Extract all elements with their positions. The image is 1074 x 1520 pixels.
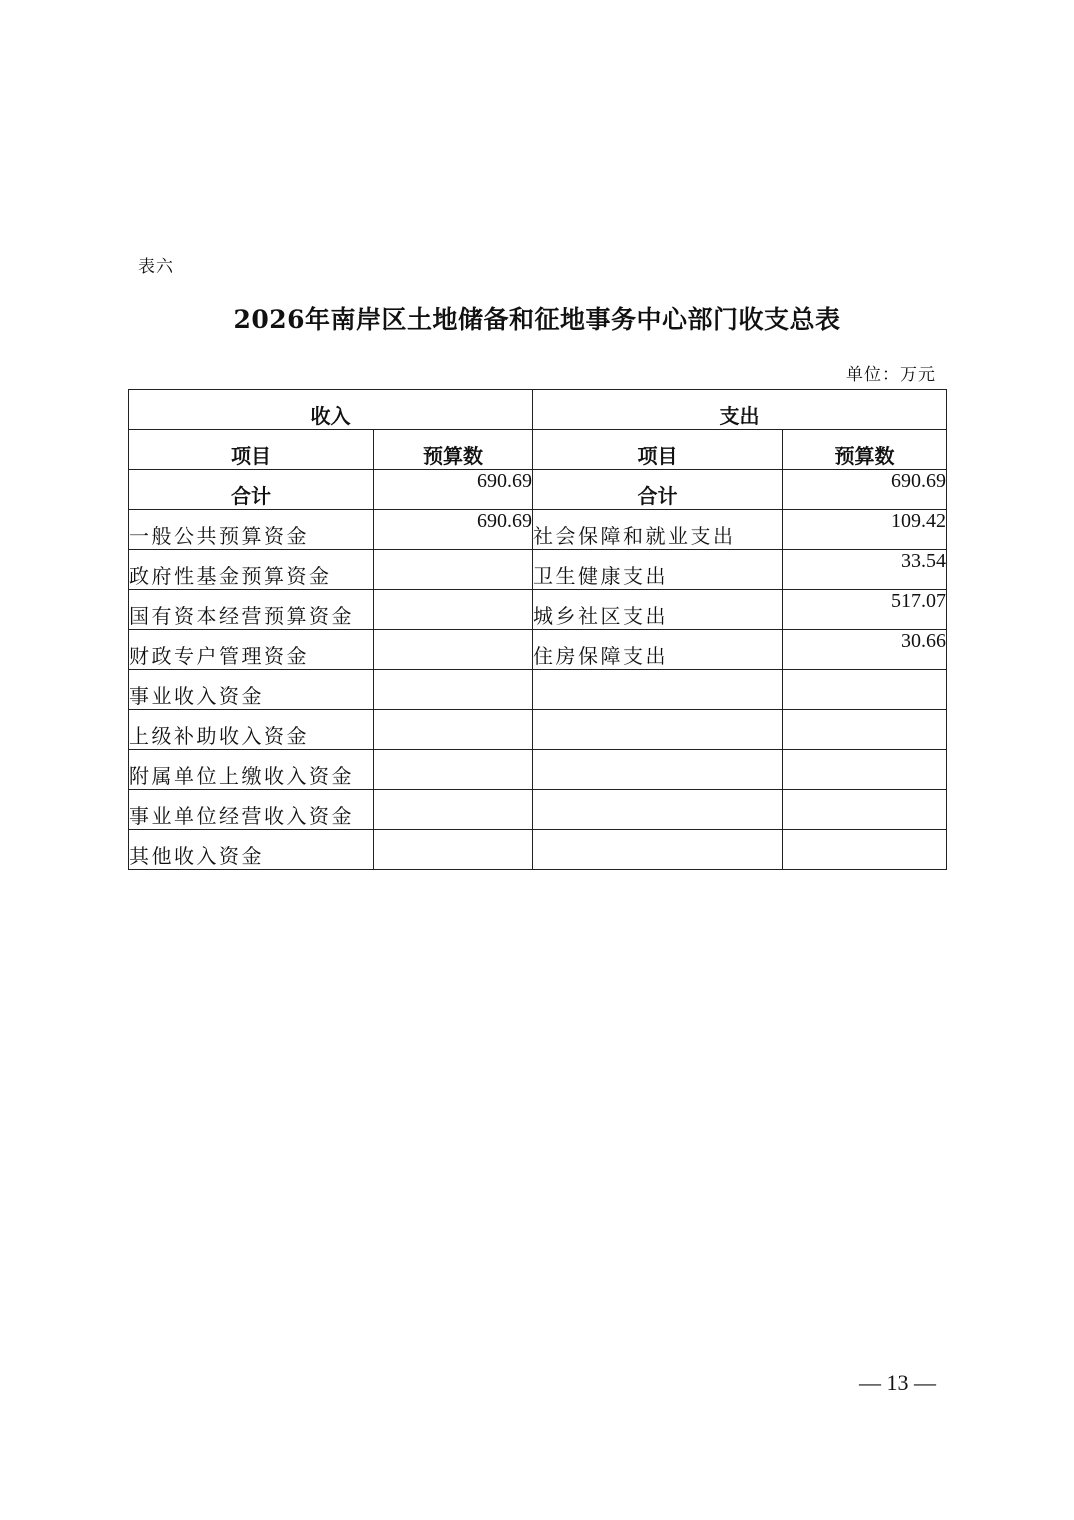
expense-budget-column-header: 预算数 [783,430,947,470]
income-value [374,550,533,590]
income-item: 附属单位上缴收入资金 [129,750,374,790]
total-row [129,470,947,510]
income-item: 其他收入资金 [129,830,374,870]
income-item: 事业单位经营收入资金 [129,790,374,830]
income-value: 690.69 [374,510,533,550]
income-budget-column-header: 预算数 [374,430,533,470]
table-row [129,550,947,590]
income-section-header: 收入 [129,390,533,430]
expense-total-label: 合计 [533,470,783,510]
income-item: 国有资本经营预算资金 [129,590,374,630]
expense-total-value: 690.69 [783,470,947,510]
income-item-column-header: 项目 [129,430,374,470]
table-row [129,630,947,670]
expense-item: 卫生健康支出 [533,550,783,590]
table-row [129,830,947,870]
expense-item [533,670,783,710]
expense-value [783,750,947,790]
table-row [129,750,947,790]
income-item: 政府性基金预算资金 [129,550,374,590]
income-value [374,630,533,670]
expense-item [533,750,783,790]
table-row [129,670,947,710]
income-total-label: 合计 [129,470,374,510]
expense-value: 517.07 [783,590,947,630]
expense-value: 33.54 [783,550,947,590]
expense-item-column-header: 项目 [533,430,783,470]
expense-value [783,830,947,870]
income-value [374,830,533,870]
income-value [374,710,533,750]
expense-value: 109.42 [783,510,947,550]
income-value [374,670,533,710]
expense-value [783,670,947,710]
income-value [374,790,533,830]
column-header-row [129,430,947,470]
income-value [374,750,533,790]
table-row [129,710,947,750]
table-row [129,790,947,830]
expense-item: 住房保障支出 [533,630,783,670]
income-item: 事业收入资金 [129,670,374,710]
expense-item [533,790,783,830]
income-total-value: 690.69 [374,470,533,510]
section-header-row [129,390,947,430]
expense-section-header: 支出 [533,390,947,430]
table-row [129,590,947,630]
page-title: 2026年南岸区土地储备和征地事务中心部门收支总表 [233,305,841,334]
table-label: 表六 [138,257,174,277]
expense-item [533,830,783,870]
page-number: — 13 — [859,1370,936,1395]
expense-value: 30.66 [783,630,947,670]
expense-value [783,710,947,750]
income-value [374,590,533,630]
expense-item: 城乡社区支出 [533,590,783,630]
income-item: 一般公共预算资金 [129,510,374,550]
unit-label: 单位：万元 [846,365,936,385]
budget-summary-table [128,389,947,870]
table-row [129,510,947,550]
income-item: 上级补助收入资金 [129,710,374,750]
expense-item: 社会保障和就业支出 [533,510,783,550]
income-item: 财政专户管理资金 [129,630,374,670]
expense-item [533,710,783,750]
expense-value [783,790,947,830]
